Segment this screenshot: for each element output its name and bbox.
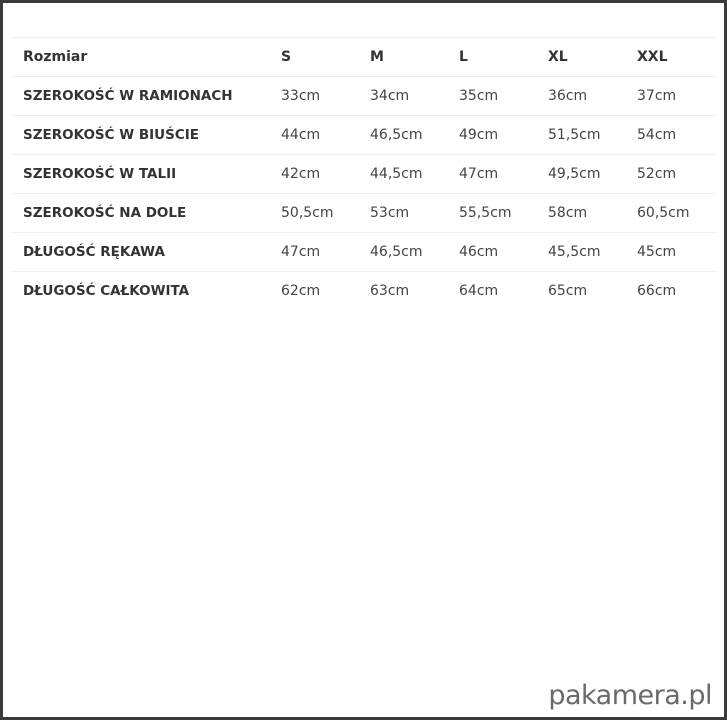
- table-row: [13, 233, 716, 272]
- table-row: [13, 116, 716, 155]
- header-size-label: Rozmiar: [13, 38, 271, 77]
- table-cell: 62cm: [271, 272, 360, 311]
- table-cell: 46,5cm: [360, 233, 449, 272]
- header-size-xxl: XXL: [627, 38, 716, 77]
- row-label: SZEROKOŚĆ W BIUŚCIE: [13, 116, 271, 155]
- row-label: DŁUGOŚĆ RĘKAWA: [13, 233, 271, 272]
- table-cell: 49cm: [449, 116, 538, 155]
- table-cell: 36cm: [538, 77, 627, 116]
- row-label: SZEROKOŚĆ W TALII: [13, 155, 271, 194]
- table-cell: 60,5cm: [627, 194, 716, 233]
- table-cell: 44,5cm: [360, 155, 449, 194]
- header-size-xl: XL: [538, 38, 627, 77]
- table-cell: 44cm: [271, 116, 360, 155]
- table-cell: 46cm: [449, 233, 538, 272]
- table-cell: 45cm: [627, 233, 716, 272]
- header-size-l: L: [449, 38, 538, 77]
- table-cell: 50,5cm: [271, 194, 360, 233]
- table-cell: 47cm: [449, 155, 538, 194]
- table-row: [13, 194, 716, 233]
- table-cell: 65cm: [538, 272, 627, 311]
- table-cell: 51,5cm: [538, 116, 627, 155]
- table-cell: 34cm: [360, 77, 449, 116]
- table-cell: 54cm: [627, 116, 716, 155]
- table-row: [13, 155, 716, 194]
- table-row: [13, 272, 716, 311]
- table-cell: 53cm: [360, 194, 449, 233]
- table-cell: 37cm: [627, 77, 716, 116]
- table-cell: 46,5cm: [360, 116, 449, 155]
- table-cell: 33cm: [271, 77, 360, 116]
- header-size-s: S: [271, 38, 360, 77]
- size-table: [13, 37, 716, 310]
- table-cell: 64cm: [449, 272, 538, 311]
- table-header-row: [13, 38, 716, 77]
- table-cell: 49,5cm: [538, 155, 627, 194]
- table-cell: 52cm: [627, 155, 716, 194]
- table-row: [13, 77, 716, 116]
- row-label: SZEROKOŚĆ W RAMIONACH: [13, 77, 271, 116]
- table-cell: 45,5cm: [538, 233, 627, 272]
- table-cell: 55,5cm: [449, 194, 538, 233]
- header-size-m: M: [360, 38, 449, 77]
- table-cell: 42cm: [271, 155, 360, 194]
- table-cell: 47cm: [271, 233, 360, 272]
- table-cell: 66cm: [627, 272, 716, 311]
- table-cell: 63cm: [360, 272, 449, 311]
- table-cell: 58cm: [538, 194, 627, 233]
- table-cell: 35cm: [449, 77, 538, 116]
- row-label: DŁUGOŚĆ CAŁKOWITA: [13, 272, 271, 311]
- row-label: SZEROKOŚĆ NA DOLE: [13, 194, 271, 233]
- pakamera-watermark: pakamera.pl: [548, 680, 712, 711]
